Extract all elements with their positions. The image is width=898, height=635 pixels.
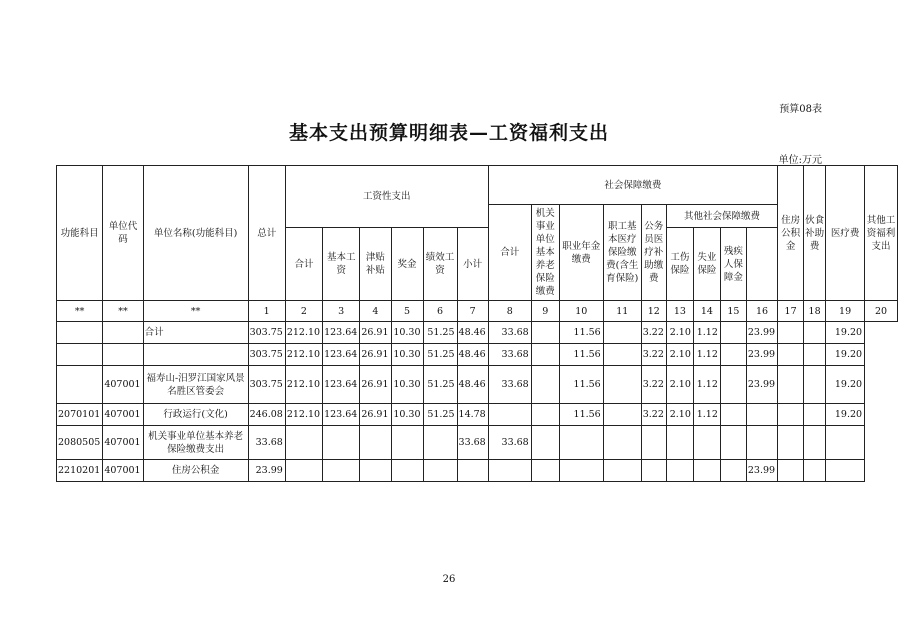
cell-value: 11.56 [559, 344, 603, 366]
cell-value [720, 426, 746, 460]
cell-value: 10.30 [391, 366, 423, 404]
cell-value: 212.10 [285, 344, 322, 366]
cell-value: 23.99 [248, 460, 285, 482]
cell-unit-name: 行政运行(文化) [143, 404, 248, 426]
table-row [57, 344, 898, 366]
index-cell: ** [103, 301, 143, 322]
cell-value: 51.25 [423, 344, 457, 366]
cell-value [720, 344, 746, 366]
col-unemployment: 失业保险 [693, 228, 720, 301]
col-disability: 残疾人保障金 [720, 228, 746, 301]
cell-value [391, 426, 423, 460]
cell-value: 48.46 [457, 366, 488, 404]
col-allowance: 津贴补贴 [360, 228, 391, 301]
cell-value [423, 460, 457, 482]
index-cell: 5 [391, 301, 423, 322]
cell-value [720, 460, 746, 482]
cell-value: 1.12 [693, 404, 720, 426]
table-body [57, 322, 898, 482]
cell-value: 11.56 [559, 366, 603, 404]
col-healthcare: 医疗费 [826, 166, 865, 301]
cell-value [804, 344, 826, 366]
cell-value [488, 460, 531, 482]
cell-value: 33.68 [457, 426, 488, 460]
cell-value: 2.10 [666, 404, 693, 426]
cell-value: 26.91 [360, 322, 391, 344]
table-row [57, 404, 898, 426]
cell-value [720, 322, 746, 344]
cell-value: 212.10 [285, 366, 322, 404]
cell-value: 33.68 [248, 426, 285, 460]
cell-unit-code: 407001 [103, 426, 143, 460]
cell-func-subject [57, 322, 103, 344]
cell-value: 3.22 [641, 344, 666, 366]
cell-value: 11.56 [559, 404, 603, 426]
cell-value: 10.30 [391, 344, 423, 366]
col-other-group: 其他社会保障缴费 [666, 205, 777, 228]
unit-label: 单位:万元 [778, 155, 822, 166]
index-cell: 2 [285, 301, 322, 322]
cell-value: 26.91 [360, 404, 391, 426]
cell-value: 23.99 [746, 460, 777, 482]
cell-value [666, 460, 693, 482]
cell-unit-code [103, 344, 143, 366]
col-performance: 绩效工资 [423, 228, 457, 301]
cell-value [826, 460, 865, 482]
cell-value: 3.22 [641, 366, 666, 404]
cell-func-subject: 2070101 [57, 404, 103, 426]
col-social-subtotal: 合计 [488, 205, 531, 301]
col-basic-salary: 基本工资 [323, 228, 360, 301]
col-func-subject: 功能科目 [57, 166, 103, 301]
index-cell: 15 [720, 301, 746, 322]
cell-value [641, 426, 666, 460]
index-cell: 6 [423, 301, 457, 322]
col-social-group: 社会保障缴费 [488, 166, 777, 205]
cell-value [641, 460, 666, 482]
index-row [57, 301, 898, 322]
cell-value [603, 404, 641, 426]
cell-value: 212.10 [285, 322, 322, 344]
cell-unit-code: 407001 [103, 460, 143, 482]
cell-value [285, 460, 322, 482]
form-number: 预算08表 [779, 104, 822, 115]
cell-value: 2.10 [666, 366, 693, 404]
cell-value [603, 460, 641, 482]
cell-value: 303.75 [248, 344, 285, 366]
cell-value: 33.68 [488, 366, 531, 404]
cell-value: 23.99 [746, 366, 777, 404]
cell-value [531, 404, 559, 426]
col-civil-medical: 公务员医疗补助缴费 [641, 205, 666, 301]
budget-table [56, 165, 898, 482]
col-annuity: 职业年金缴费 [559, 205, 603, 301]
cell-value [746, 426, 777, 460]
cell-value [720, 404, 746, 426]
cell-value: 303.75 [248, 366, 285, 404]
cell-value [423, 426, 457, 460]
cell-func-subject: 2080505 [57, 426, 103, 460]
cell-value [720, 366, 746, 404]
cell-value [531, 322, 559, 344]
cell-value [826, 426, 865, 460]
cell-value: 33.68 [488, 426, 531, 460]
cell-value: 19.20 [826, 344, 865, 366]
cell-func-subject [57, 344, 103, 366]
table-row [57, 322, 898, 344]
cell-value [746, 404, 777, 426]
cell-value [360, 426, 391, 460]
col-injury: 工伤保险 [666, 228, 693, 301]
cell-value [693, 460, 720, 482]
cell-value: 303.75 [248, 322, 285, 344]
cell-func-subject [57, 366, 103, 404]
index-cell: 12 [641, 301, 666, 322]
cell-value [693, 426, 720, 460]
index-cell: 7 [457, 301, 488, 322]
index-cell: 20 [865, 301, 898, 322]
cell-unit-code: 407001 [103, 366, 143, 404]
cell-value: 26.91 [360, 366, 391, 404]
cell-unit-name: 机关事业单位基本养老保险缴费支出 [143, 426, 248, 460]
index-cell: 18 [804, 301, 826, 322]
cell-value: 123.64 [323, 366, 360, 404]
page-number: 26 [442, 574, 456, 585]
cell-value [603, 426, 641, 460]
col-medical: 职工基本医疗保险缴费(含生育保险) [603, 205, 641, 301]
cell-value: 51.25 [423, 366, 457, 404]
cell-value: 212.10 [285, 404, 322, 426]
table-header [57, 166, 898, 301]
cell-value [559, 426, 603, 460]
cell-value [778, 366, 804, 404]
cell-unit-name: 合计 [143, 322, 248, 344]
cell-value [457, 460, 488, 482]
table-row [57, 460, 898, 482]
cell-value: 246.08 [248, 404, 285, 426]
cell-unit-code: 407001 [103, 404, 143, 426]
cell-value: 33.68 [488, 322, 531, 344]
index-cell: 19 [826, 301, 865, 322]
cell-value [391, 460, 423, 482]
index-row [57, 301, 898, 322]
cell-value [778, 426, 804, 460]
index-cell: 17 [778, 301, 804, 322]
cell-value [804, 460, 826, 482]
cell-value [285, 426, 322, 460]
col-total: 总计 [248, 166, 285, 301]
cell-value [778, 322, 804, 344]
index-cell: 4 [360, 301, 391, 322]
cell-value: 123.64 [323, 322, 360, 344]
cell-value: 11.56 [559, 322, 603, 344]
cell-value: 10.30 [391, 322, 423, 344]
cell-value: 14.78 [457, 404, 488, 426]
cell-value: 123.64 [323, 344, 360, 366]
cell-value: 23.99 [746, 344, 777, 366]
cell-value [531, 366, 559, 404]
cell-value [603, 344, 641, 366]
col-other-subtotal: 小计 [457, 228, 488, 301]
cell-value: 1.12 [693, 366, 720, 404]
cell-unit-name [143, 344, 248, 366]
cell-value [323, 426, 360, 460]
cell-value [778, 460, 804, 482]
table-row [57, 426, 898, 460]
cell-value [531, 426, 559, 460]
col-salary-subtotal: 合计 [285, 228, 322, 301]
cell-unit-code [103, 322, 143, 344]
index-cell: 11 [603, 301, 641, 322]
index-cell: ** [143, 301, 248, 322]
col-housing: 住房公积金 [778, 166, 804, 301]
cell-value: 48.46 [457, 344, 488, 366]
cell-unit-name: 福寿山-汨罗江国家风景名胜区管委会 [143, 366, 248, 404]
col-unit-name: 单位名称(功能科目) [143, 166, 248, 301]
index-cell: 13 [666, 301, 693, 322]
cell-value [804, 366, 826, 404]
cell-value [603, 322, 641, 344]
index-cell: 16 [746, 301, 777, 322]
index-cell: 8 [488, 301, 531, 322]
cell-value: 26.91 [360, 344, 391, 366]
table-row [57, 366, 898, 404]
cell-value: 123.64 [323, 404, 360, 426]
index-cell: 14 [693, 301, 720, 322]
cell-value [531, 460, 559, 482]
cell-value [360, 460, 391, 482]
index-cell: ** [57, 301, 103, 322]
cell-value: 1.12 [693, 344, 720, 366]
cell-value [488, 404, 531, 426]
col-unit-code: 单位代码 [103, 166, 143, 301]
index-cell: 9 [531, 301, 559, 322]
cell-value [603, 366, 641, 404]
col-meal: 伙食补助费 [804, 166, 826, 301]
page-title: 基本支出预算明细表—工资福利支出 [288, 122, 609, 144]
cell-value: 19.20 [826, 366, 865, 404]
col-salary-group: 工资性支出 [285, 166, 488, 228]
cell-value: 3.22 [641, 404, 666, 426]
cell-value: 51.25 [423, 322, 457, 344]
cell-value: 3.22 [641, 322, 666, 344]
col-other-welfare: 其他工资福利支出 [865, 166, 898, 301]
cell-value: 1.12 [693, 322, 720, 344]
cell-value [559, 460, 603, 482]
cell-value [804, 426, 826, 460]
cell-value: 10.30 [391, 404, 423, 426]
index-cell: 1 [248, 301, 285, 322]
index-cell: 3 [323, 301, 360, 322]
cell-value: 23.99 [746, 322, 777, 344]
cell-value: 19.20 [826, 322, 865, 344]
cell-value: 19.20 [826, 404, 865, 426]
cell-value [778, 344, 804, 366]
cell-func-subject: 2210201 [57, 460, 103, 482]
cell-value: 48.46 [457, 322, 488, 344]
cell-value: 2.10 [666, 344, 693, 366]
cell-value [778, 404, 804, 426]
cell-value [804, 322, 826, 344]
cell-value: 51.25 [423, 404, 457, 426]
cell-value [804, 404, 826, 426]
cell-value [666, 426, 693, 460]
col-pension: 机关事业单位基本养老保险缴费 [531, 205, 559, 301]
col-bonus: 奖金 [391, 228, 423, 301]
index-cell: 10 [559, 301, 603, 322]
cell-value [323, 460, 360, 482]
cell-unit-name: 住房公积金 [143, 460, 248, 482]
cell-value: 33.68 [488, 344, 531, 366]
cell-value [531, 344, 559, 366]
cell-value: 2.10 [666, 322, 693, 344]
